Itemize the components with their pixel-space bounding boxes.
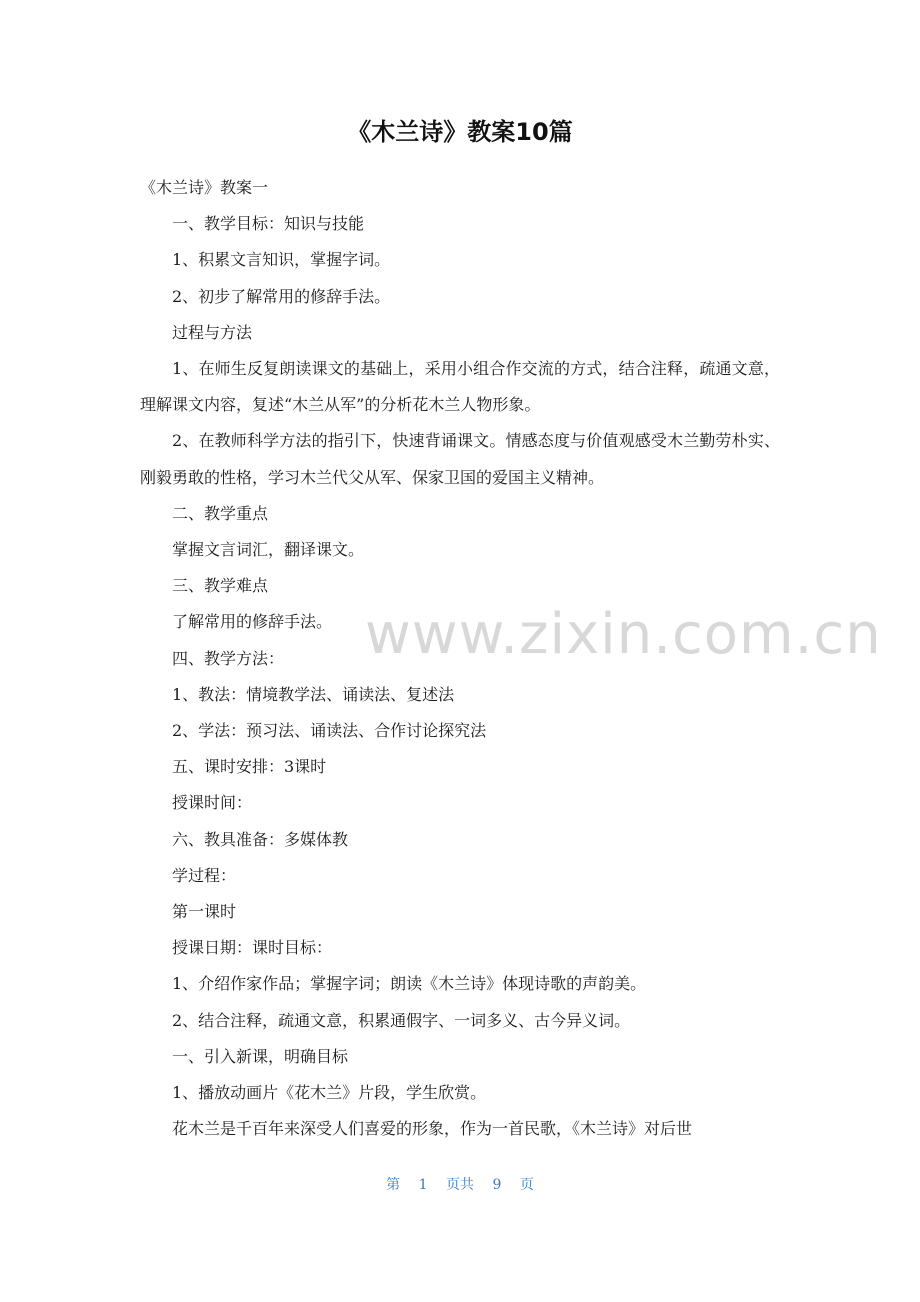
paragraph: 1、播放动画片《花木兰》片段，学生欣赏。 — [172, 1083, 487, 1103]
paragraph: 掌握文言词汇，翻译课文。 — [172, 540, 365, 560]
footer-prefix: 第 — [386, 1177, 401, 1193]
paragraph: 1、教法：情境教学法、诵读法、复述法 — [172, 684, 455, 704]
paragraph: 1、积累文言知识，掌握字词。 — [172, 250, 391, 270]
footer-total-pages: 9 — [492, 1177, 502, 1193]
paragraph: 1、介绍作家作品；掌握字词；朗读《木兰诗》体现诗歌的声韵美。 — [172, 974, 647, 994]
paragraph: 花木兰是千百年来深受人们喜爱的形象，作为一首民歌，《木兰诗》对后世 — [172, 1119, 693, 1139]
paragraph: 《木兰诗》教案一 — [140, 178, 269, 197]
footer-current-page: 1 — [418, 1177, 428, 1193]
watermark: www.zixin.com.cn — [365, 602, 882, 667]
paragraph: 了解常用的修辞手法。 — [172, 612, 333, 632]
paragraph: 2、结合注释，疏通文意，积累通假字、一词多义、古今异义词。 — [172, 1010, 631, 1030]
paragraph: 2、学法：预习法、诵读法、合作讨论探究法 — [172, 721, 487, 741]
paragraph: 五、课时安排：3课时 — [172, 757, 327, 777]
document-title: 《木兰诗》教案10篇 — [347, 118, 573, 146]
paragraph: 三、教学难点 — [172, 576, 269, 596]
paragraph: 第一课时 — [172, 902, 237, 922]
paragraph: 二、教学重点 — [172, 503, 269, 523]
paragraph: 2、初步了解常用的修辞手法。 — [172, 286, 391, 306]
paragraph: 授课日期：课时目标： — [172, 938, 333, 958]
paragraph: 2、在教师科学方法的指引下，快速背诵课文。情感态度与价值观感受木兰勤劳朴实、刚毅勇敢的性格，学习木兰代父从军、保家卫国的爱国主义精神。 — [140, 431, 780, 487]
footer-middle: 页共 — [446, 1177, 474, 1193]
paragraph: 授课时间： — [172, 793, 253, 813]
paragraph: 一、教学目标：知识与技能 — [172, 214, 365, 234]
footer-suffix: 页 — [519, 1177, 534, 1193]
paragraph: 学过程： — [172, 865, 237, 885]
paragraph: 四、教学方法： — [172, 648, 285, 668]
paragraph: 1、在师生反复朗读课文的基础上，采用小组合作交流的方式，结合注释，疏通文意，理解课文内容，复述“木兰从军”的分析花木兰人物形象。 — [140, 359, 780, 415]
paragraph: 六、教具准备：多媒体教 — [172, 829, 349, 849]
paragraph: 一、引入新课，明确目标 — [172, 1046, 349, 1066]
page-footer — [0, 1174, 920, 1194]
paragraph: 过程与方法 — [172, 322, 253, 342]
